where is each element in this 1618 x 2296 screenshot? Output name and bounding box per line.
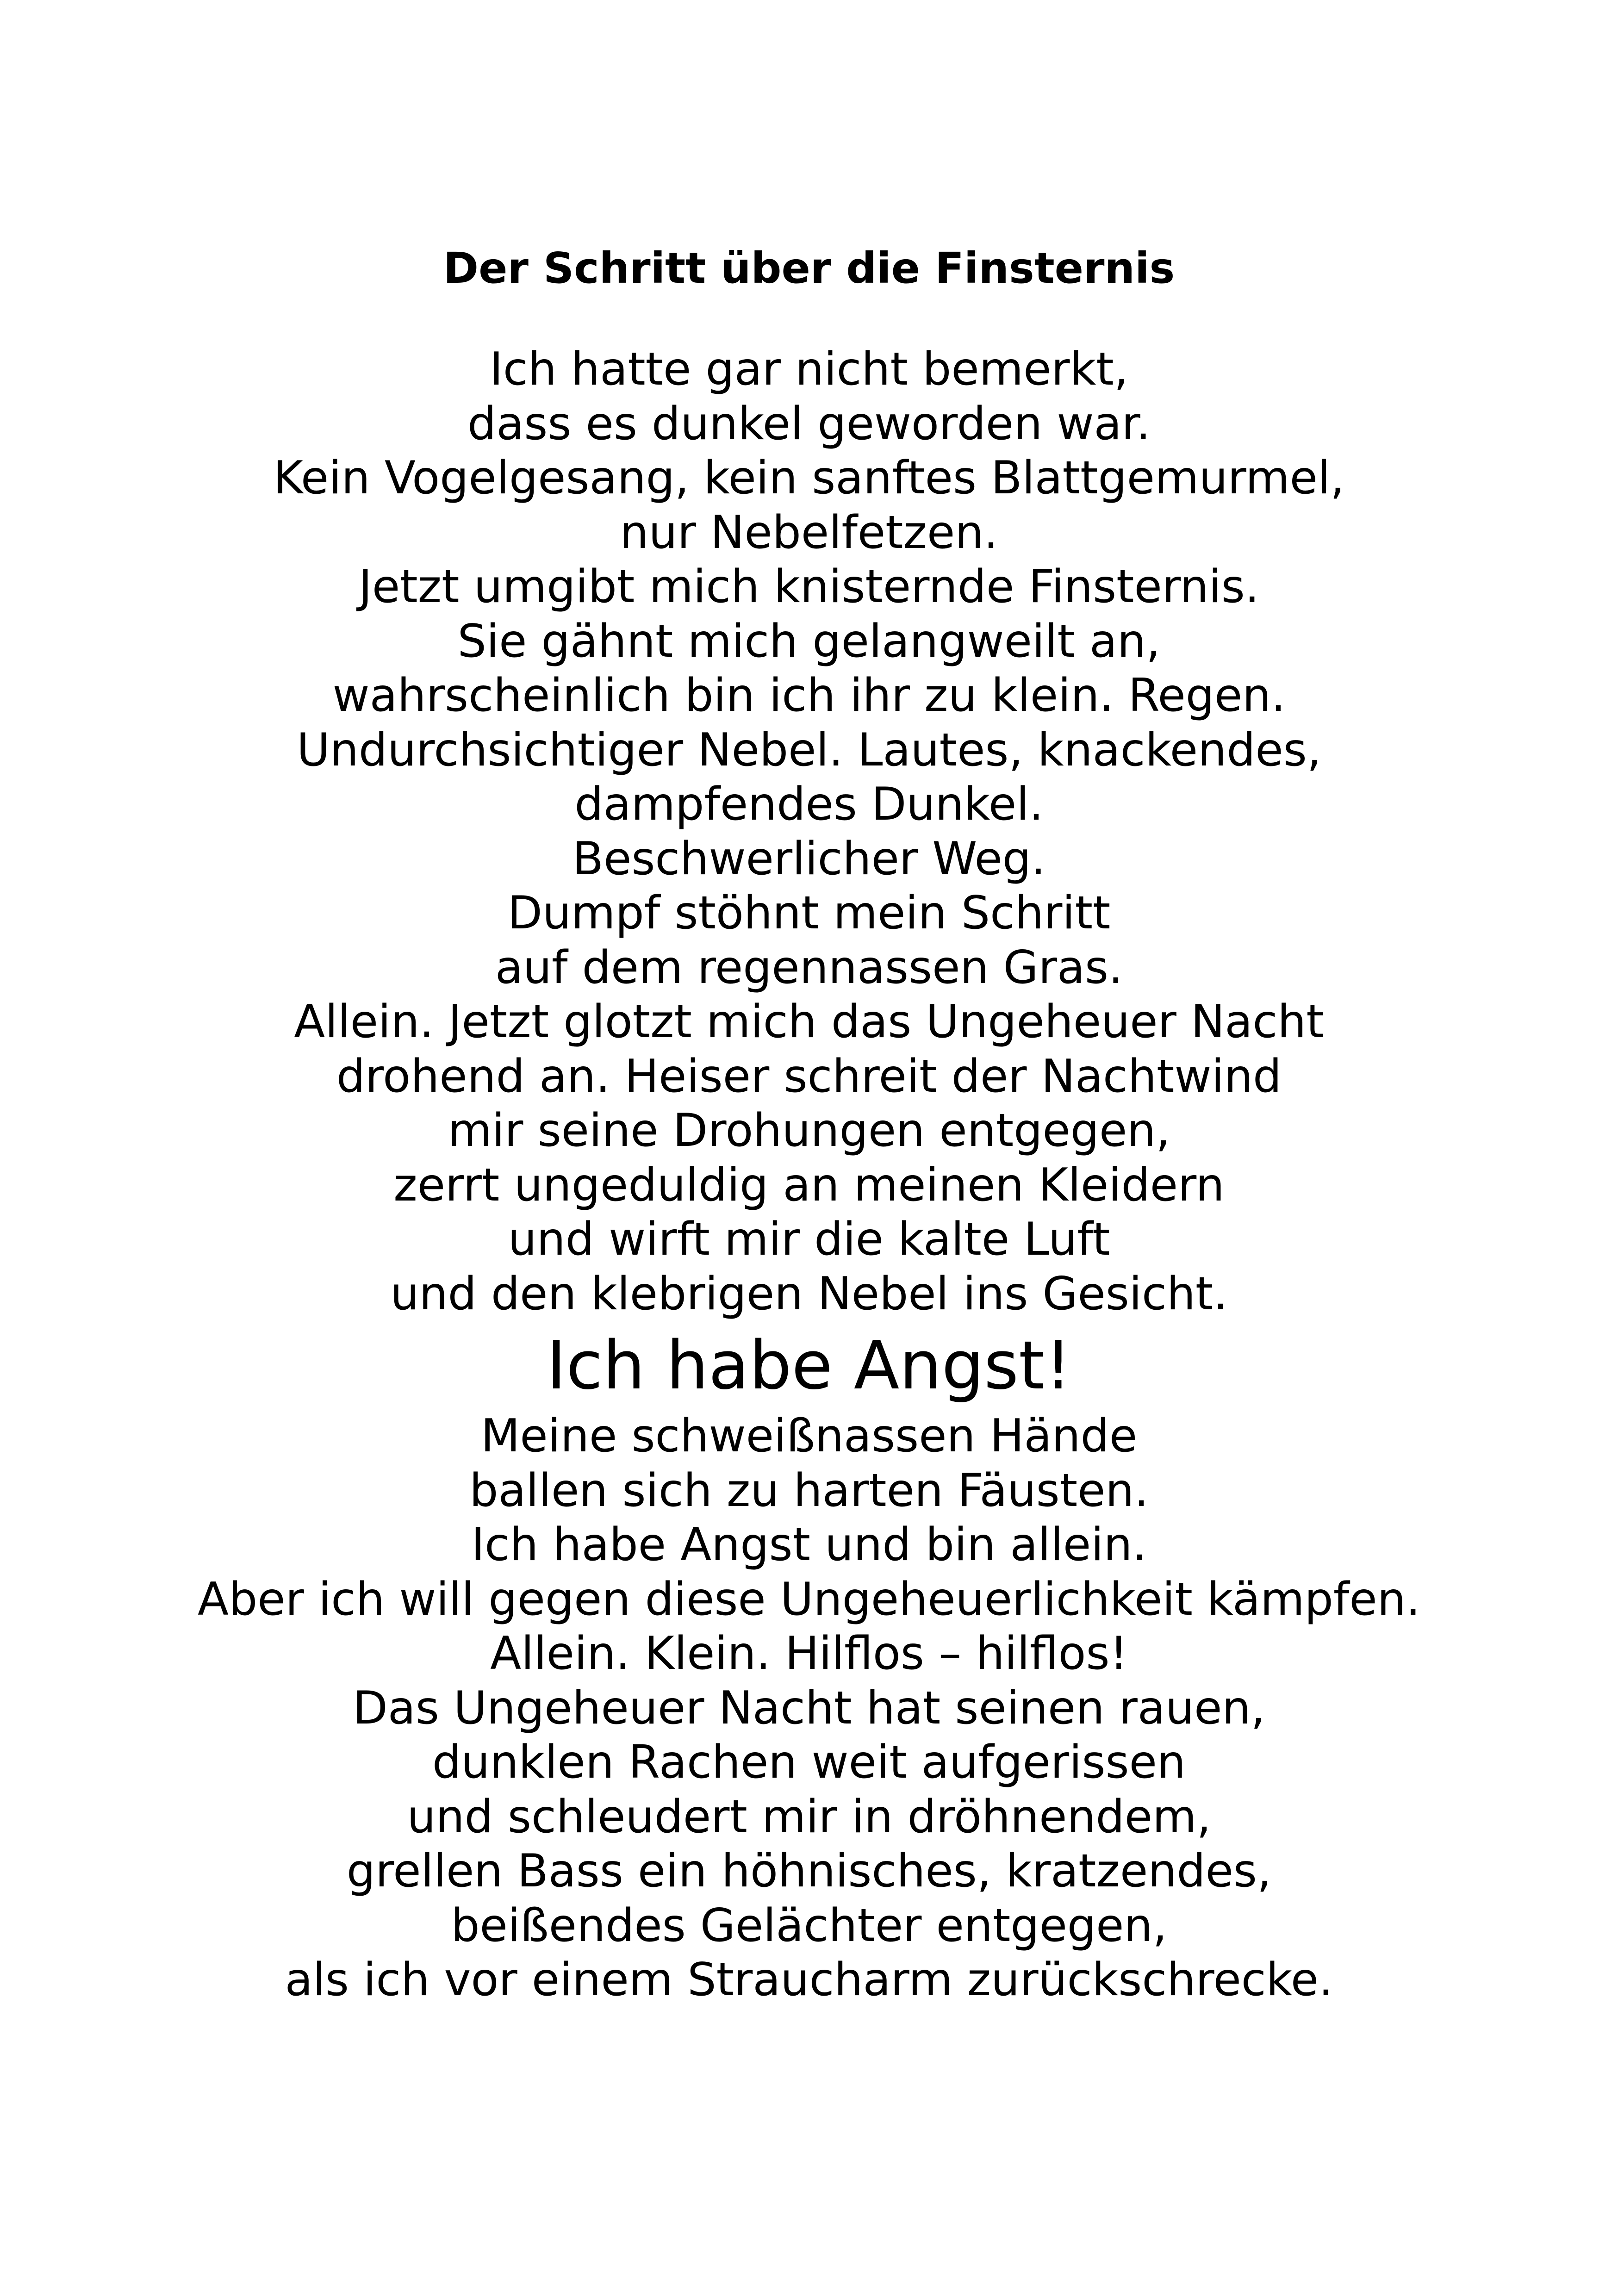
poem-line: wahrscheinlich bin ich ihr zu klein. Regen. [332, 669, 1286, 722]
poem-line: als ich vor einem Straucharm zurückschrecke. [285, 1954, 1333, 2006]
poem-line: beißendes Gelächter entgegen, [451, 1899, 1167, 1952]
poem-line: Kein Vogelgesang, kein sanftes Blattgemurmel, [273, 452, 1345, 504]
poem-line: dunklen Rachen weit aufgerissen [432, 1736, 1186, 1789]
poem-line: Undurchsichtiger Nebel. Lautes, knackendes, [297, 723, 1321, 777]
poem-line: Aber ich will gegen diese Ungeheuerlichkeit kämpfen. [198, 1573, 1420, 1626]
poem-line: ballen sich zu harten Fäusten. [469, 1464, 1149, 1517]
poem-title: Der Schritt über die Finsternis [443, 243, 1175, 293]
poem-line: Sie gähnt mich gelangweilt an, [457, 615, 1161, 668]
poem-body [0, 342, 1618, 2008]
poem-line: Ich habe Angst und bin allein. [471, 1518, 1147, 1571]
poem-line: Allein. Klein. Hilflos – hilflos! [490, 1627, 1128, 1680]
poem-line: Beschwerlicher Weg. [572, 832, 1046, 885]
poem-line: grellen Bass ein höhnisches, kratzendes, [346, 1845, 1272, 1898]
poem-line: mir seine Drohungen entgegen, [448, 1104, 1170, 1157]
poem-line: Jetzt umgibt mich knisternde Finsternis. [359, 560, 1259, 613]
poem-line: Ich hatte gar nicht bemerkt, [490, 343, 1128, 396]
poem-line: Allein. Jetzt glotzt mich das Ungeheuer Nacht [294, 996, 1324, 1048]
emphasis-line: Ich habe Angst! [546, 1326, 1072, 1404]
poem-line: nur Nebelfetzen. [620, 506, 998, 559]
poem-line: drohend an. Heiser schreit der Nachtwind [336, 1050, 1282, 1103]
poem-line: dass es dunkel geworden war. [467, 397, 1151, 450]
poem-line: dampfendes Dunkel. [574, 778, 1044, 831]
poem-line: auf dem regennassen Gras. [495, 941, 1123, 994]
poem-line: zerrt ungeduldig an meinen Kleidern [393, 1158, 1225, 1212]
poem-line: Dumpf stöhnt mein Schritt [507, 887, 1111, 940]
poem-line: und den klebrigen Nebel ins Gesicht. [390, 1267, 1228, 1320]
poem-line: und wirft mir die kalte Luft [508, 1213, 1110, 1266]
poem-line: Meine schweißnassen Hände [480, 1410, 1138, 1462]
poem-line: Das Ungeheuer Nacht hat seinen rauen, [353, 1681, 1265, 1735]
poem-line: und schleudert mir in dröhnendem, [407, 1790, 1211, 1843]
